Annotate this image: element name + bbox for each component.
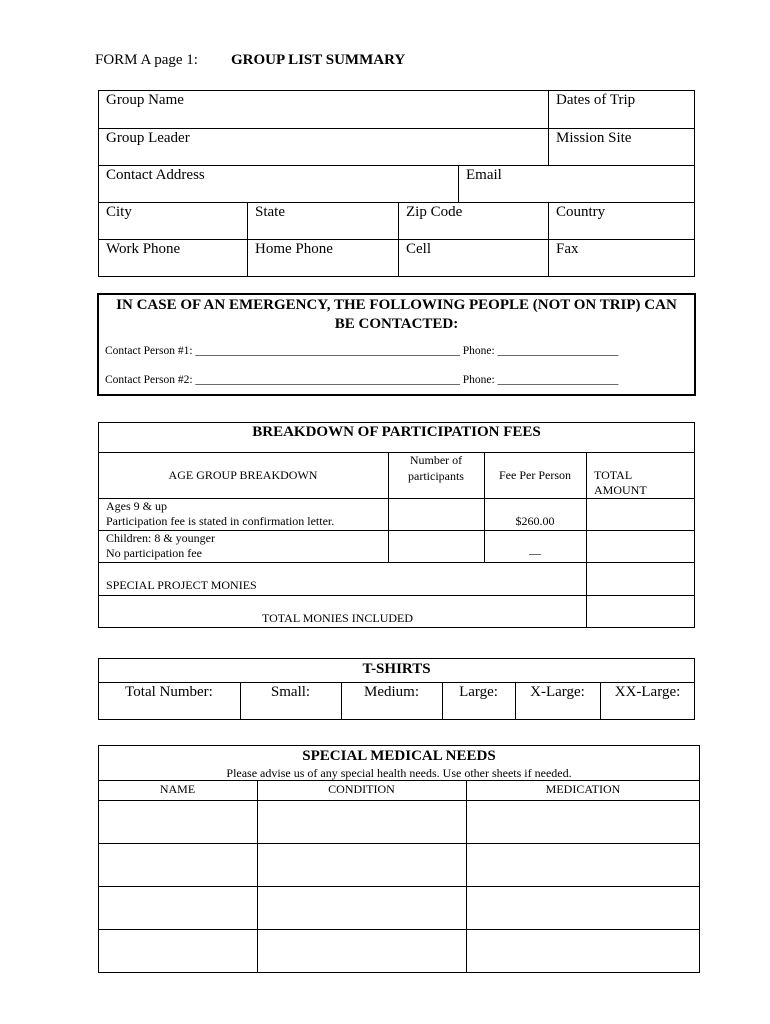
medical-row-2-name-cell[interactable] xyxy=(99,844,256,885)
number-column-header-line1: Number of xyxy=(409,453,463,467)
medical-subtitle: Please advise us of any special health needs. Use other sheets if needed. xyxy=(226,766,572,780)
total-monies-label: TOTAL MONIES INCLUDED xyxy=(262,611,414,625)
medical-row-1-medication-cell[interactable] xyxy=(467,801,699,842)
medical-row-2-condition-cell[interactable] xyxy=(258,844,465,885)
age-group-column-header: AGE GROUP BREAKDOWN xyxy=(168,468,318,482)
state-field[interactable]: State xyxy=(255,204,285,220)
country-field[interactable]: Country xyxy=(556,204,606,220)
medical-row-2-medication-cell[interactable] xyxy=(467,844,699,885)
contact-person-1-line[interactable]: Contact Person #1: ______________________________________________ Phone: _____________________ xyxy=(105,345,619,357)
mission-site-field[interactable]: Mission Site xyxy=(556,130,632,146)
number-column-header-line2: participants xyxy=(408,469,464,483)
emergency-heading-line2: BE CONTACTED: xyxy=(334,316,459,332)
medical-row-4-condition-cell[interactable] xyxy=(258,930,465,972)
row1-fee-note: Participation fee is stated in confirmation letter. xyxy=(106,514,335,528)
row2-age-label: Children: 8 & younger xyxy=(106,531,215,545)
tshirt-medium-field[interactable]: Medium: xyxy=(364,684,419,700)
medical-row-1-name-cell[interactable] xyxy=(99,801,256,842)
tshirt-small-field[interactable]: Small: xyxy=(270,684,311,700)
email-field[interactable]: Email xyxy=(466,167,502,183)
city-field[interactable]: City xyxy=(106,204,132,220)
contact-address-field[interactable]: Contact Address xyxy=(106,167,205,183)
medical-medication-column-header: MEDICATION xyxy=(545,782,621,796)
group-leader-field[interactable]: Group Leader xyxy=(106,130,190,146)
total-column-header-line2: AMOUNT xyxy=(594,483,647,497)
tshirts-title: T-SHIRTS xyxy=(362,661,431,677)
form-label: FORM A page 1: xyxy=(95,52,198,68)
work-phone-field[interactable]: Work Phone xyxy=(106,241,181,257)
tshirt-total-number-field[interactable]: Total Number: xyxy=(125,684,213,700)
fee-column-header: Fee Per Person xyxy=(499,468,571,482)
row1-age-label: Ages 9 & up xyxy=(106,499,167,513)
medical-row-3-medication-cell[interactable] xyxy=(467,887,699,928)
medical-row-1-condition-cell[interactable] xyxy=(258,801,465,842)
zip-code-field[interactable]: Zip Code xyxy=(406,204,463,220)
special-project-monies-label: SPECIAL PROJECT MONIES xyxy=(106,578,257,592)
tshirt-xxlarge-field[interactable]: XX-Large: xyxy=(614,684,681,700)
contact-person-2-line[interactable]: Contact Person #2: ______________________________________________ Phone: _____________________ xyxy=(105,374,619,386)
row2-fee-value: — xyxy=(529,546,541,560)
home-phone-field[interactable]: Home Phone xyxy=(255,241,333,257)
fax-field[interactable]: Fax xyxy=(556,241,579,257)
medical-condition-column-header: CONDITION xyxy=(328,782,395,796)
medical-row-4-name-cell[interactable] xyxy=(99,930,256,972)
medical-title: SPECIAL MEDICAL NEEDS xyxy=(302,748,496,764)
group-name-field[interactable]: Group Name xyxy=(106,92,184,108)
page-title: GROUP LIST SUMMARY xyxy=(231,52,406,68)
fees-title: BREAKDOWN OF PARTICIPATION FEES xyxy=(252,424,541,440)
total-column-header-line1: TOTAL xyxy=(594,468,633,482)
row1-fee-value: $260.00 xyxy=(515,514,555,528)
dates-of-trip-field[interactable]: Dates of Trip xyxy=(556,92,636,108)
cell-field[interactable]: Cell xyxy=(406,241,431,257)
medical-row-3-name-cell[interactable] xyxy=(99,887,256,928)
tshirt-large-field[interactable]: Large: xyxy=(459,684,498,700)
row2-fee-note: No participation fee xyxy=(106,546,202,560)
medical-row-4-medication-cell[interactable] xyxy=(467,930,699,972)
medical-row-3-condition-cell[interactable] xyxy=(258,887,465,928)
tshirt-xlarge-field[interactable]: X-Large: xyxy=(530,684,585,700)
emergency-heading-line1: IN CASE OF AN EMERGENCY, THE FOLLOWING PEOPLE (NOT ON TRIP) CAN xyxy=(116,297,677,313)
medical-name-column-header: NAME xyxy=(159,782,196,796)
